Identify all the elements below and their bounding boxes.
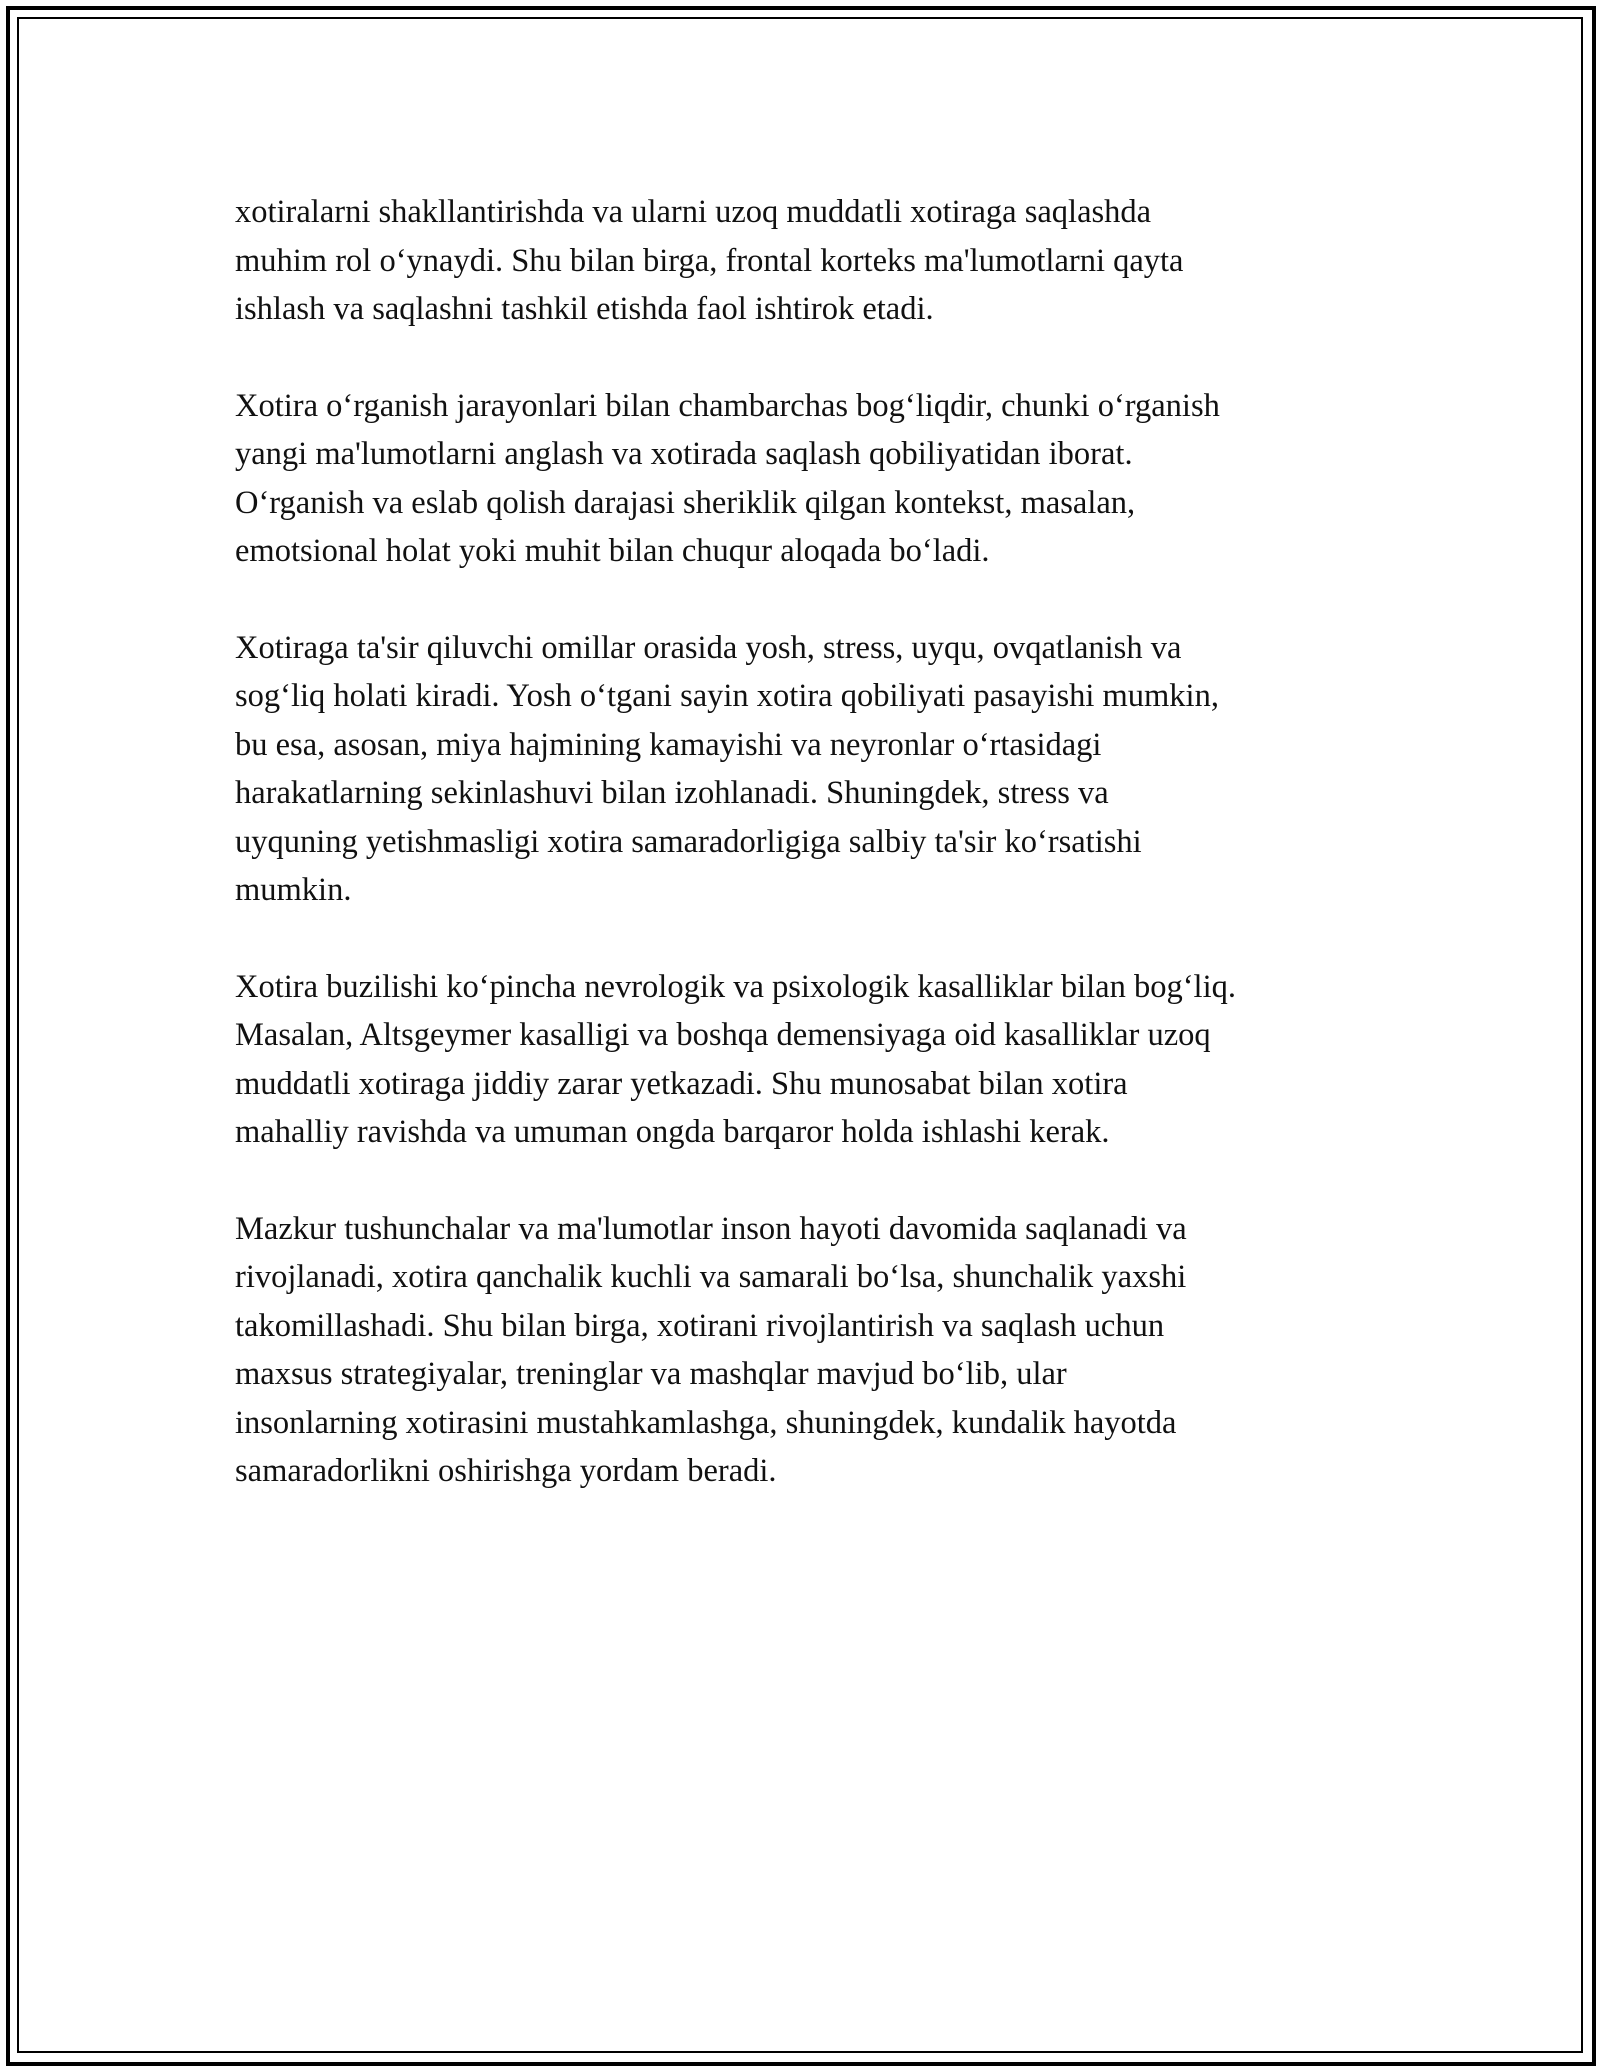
paragraph-2: Xotira oʻrganish jarayonlari bilan chambarchas bogʻliqdir, chunki oʻrganish yangi ma'lumotlarni anglash va xotirada saqlash qobiliyatidan iborat. Oʻrganish va eslab qolish darajasi sheriklik qilgan kontekst, masalan, emotsional holat yoki muhit bilan chuqur aloqada boʻladi. [235, 387, 1220, 569]
paragraph-4: Xotira buzilishi koʻpincha nevrologik va psixologik kasalliklar bilan bogʻliq. Masalan, Altsgeymer kasalligi va boshqa demensiyaga oid kasalliklar uzoq muddatli xotiraga jiddiy zarar yetkazadi. Shu munosabat bilan xotira mahalliy ravishda va umuman ongda barqaror holda ishlashi kerak. [235, 968, 1236, 1150]
paragraph-1: xotiralarni shakllantirishda va ularni uzoq muddatli xotiraga saqlashda muhim rol oʻynaydi. Shu bilan birga, frontal korteks ma'lumotlarni qayta ishlash va saqlashni tashkil etishda faol ishtirok etadi. [235, 194, 1184, 327]
paragraph-5: Mazkur tushunchalar va ma'lumotlar inson hayoti davomida saqlanadi va rivojlanadi, xotira qanchalik kuchli va samarali boʻlsa, shunchalik yaxshi takomillashadi. Shu bilan birga, xotirani rivojlantirish va saqlash uchun maxsus strategiyalar, treninglar va mashqlar mavjud boʻlib, ular insonlarning xotirasini mustahkamlashga, shuningdek, kundalik hayotda samaradorlikni oshirishga yordam beradi. [235, 1210, 1187, 1489]
document-body [235, 188, 1375, 1544]
paragraph-3: Xotiraga ta'sir qiluvchi omillar orasida yosh, stress, uyqu, ovqatlanish va sogʻliq holati kiradi. Yosh oʻtgani sayin xotira qobiliyati pasayishi mumkin, bu esa, asosan, miya hajmining kamayishi va neyronlar oʻrtasidagi harakatlarning sekinlashuvi bilan izohlanadi. Shuningdek, stress va uyquning yetishmasligi xotira samaradorligiga salbiy ta'sir koʻrsatishi mumkin. [235, 629, 1219, 908]
